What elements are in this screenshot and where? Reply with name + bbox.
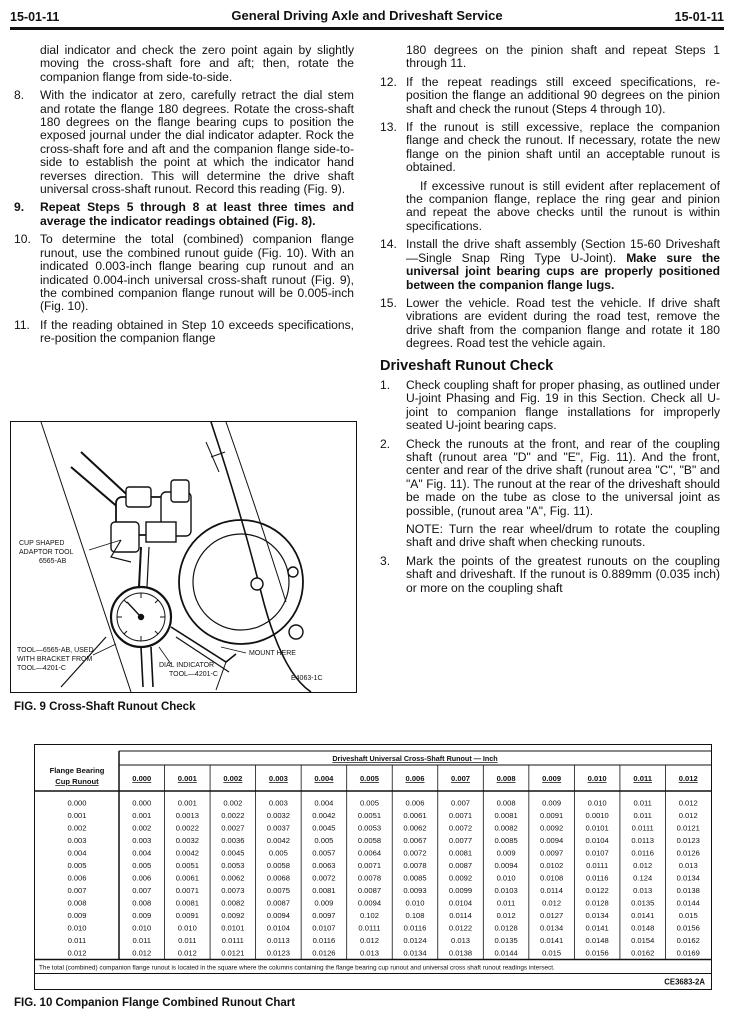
table-cell: 0.0051 [357,811,382,820]
table-cell: 0.012 [359,936,379,945]
table-cell: 0.0087 [357,886,382,895]
left-column [14,44,354,351]
table-cell: 0.009 [314,898,334,908]
table-cell: 0.011 [132,936,151,945]
table-cell: 0.0062 [403,823,427,833]
table-cell: 0.0093 [403,886,427,895]
step-number: 13. [380,120,397,135]
table-cell: 0.0081 [175,898,199,908]
table-cell: 0.0114 [540,886,563,895]
table-cell: 0.012 [678,798,698,808]
table-cell: 0.0156 [585,948,609,958]
table-cell: 0.0063 [312,861,336,870]
table-cell: 0.0078 [403,861,427,870]
step-text: To determine the total (combined) companion flange runout, use the combined runout guide (Fig. 10). With an indicated 0.003-inch flange bearing cup runout and an indicated 0.004-inch universal cross-shaft runout (Fig. 9), the combined companion flange runout will be 0.005-inch (Fig. 10). [40,232,354,314]
step-text: If the runout is still excessive, replace the companion flange and check the runout. If necessary, rotate the new flange on the pinion shaft until an acceptable runout is obtained. [406,120,720,175]
table-cell: 0.0124 [403,936,427,945]
fig9-label-dial-2: TOOL—4201-C [169,671,218,678]
step-number: 2. [380,436,391,451]
table-cell: 0.0097 [312,911,336,920]
table-cell: 0.0085 [403,873,427,883]
table-cell: 0.0113 [267,936,290,945]
table-cell: 0.0148 [585,936,609,945]
fig9-label-cup-1: CUP SHAPED [19,540,65,547]
table-cell: 0.0107 [312,923,336,933]
table-cell: 0.0092 [448,873,473,883]
table-row-label: 0.002 [67,823,87,833]
table-cell: 0.108 [405,911,425,920]
table-cell: 0.0127 [539,911,564,920]
table-cell: 0.0091 [539,811,564,820]
table-cell: 0.0141 [585,923,609,933]
table-cell: 0.005 [268,848,288,858]
table-cell: 0.0099 [448,886,473,895]
table-cell: 0.0071 [357,861,382,870]
table-row-label: 0.010 [67,923,87,933]
step-text: If the reading obtained in Step 10 exceeds specifications, re-position the companion flange [40,317,354,346]
table-cell: 0.0135 [494,936,518,945]
table-cell: 0.0101 [221,923,245,933]
table-cell: 0.0101 [585,823,609,833]
table-cell: 0.015 [542,948,562,958]
table-cell: 0.004 [314,798,334,808]
table-cell: 0.0072 [312,873,336,883]
step-text: If the repeat readings still exceed specifications, re-position the flange an additional 90 degrees on the pinion shaft and check the runout (Steps 4 through 10). [406,74,720,116]
table-cell: 0.0148 [631,923,655,933]
table-cell: 0.0073 [221,886,245,895]
table-cell: 0.002 [132,823,152,833]
table-cell: 0.0091 [175,911,199,920]
table-cell: 0.0111 [586,861,609,870]
table-cell: 0.008 [132,898,152,908]
table-cell: 0.0092 [539,823,564,833]
table-cell: 0.012 [496,911,516,920]
table-cell: 0.0126 [676,848,700,858]
table-cell: 0.0092 [221,911,245,920]
table-cell: 0.0113 [631,836,655,845]
table-cell: 0.0111 [358,923,381,933]
table-cell: 0.0126 [312,948,336,958]
table-cell: 0.006 [405,798,425,808]
table-cell: 0.004 [132,848,152,858]
table-row-header: Cup Runout [55,777,99,786]
runout-step-1 [380,379,720,433]
table-cell: 0.0122 [448,923,473,933]
fig9-label-tool-3: TOOL—4201-C [17,665,66,672]
table-footnote: The total (combined) companion flange runout is located in the square where the columns containing the flange bearing cup runout and universal cross shaft runout readings intersect. [39,964,555,972]
step-9 [14,201,354,228]
table-row-label: 0.008 [67,898,87,908]
right-column [380,44,720,600]
table-row-header: Flange Bearing [49,766,105,775]
table-cell: 0.008 [496,798,516,808]
page-title: General Driving Axle and Driveshaft Service [231,8,503,23]
table-row-label: 0.000 [67,798,87,808]
table-cell: 0.0162 [631,948,655,958]
step-text: Check coupling shaft for proper phasing, as outlined under U-joint Phasing and Fig. 19 in this Section. Check all U-joint to companion flange installations for improperly seated U-joint bearing caps. [406,377,720,433]
step-8 [14,89,354,196]
table-cell: 0.0097 [539,848,564,858]
step-number: 12. [380,74,397,89]
table-cell: 0.0135 [631,898,655,908]
table-cell: 0.0094 [539,836,564,845]
step-10 [14,233,354,313]
table-row-label: 0.005 [67,861,87,870]
runout-step-3 [380,555,720,595]
table-cell: 0.0141 [631,911,655,920]
table-cell: 0.012 [177,948,197,958]
table-cell: 0.0141 [539,936,564,945]
fig10-caption: FIG. 10 Companion Flange Combined Runout Chart [14,997,296,1009]
runout-table [35,745,711,989]
table-cell: 0.0045 [221,848,245,858]
table-cell: 0.0154 [631,936,655,945]
table-cell: 0.0123 [266,948,291,958]
table-cell: 0.0010 [585,811,609,820]
step-11 [14,319,354,346]
table-cell: 0.0068 [266,873,291,883]
table-cell: 0.0116 [631,848,655,858]
step-number: 9. [14,200,25,215]
table-cell: 0.0081 [312,886,336,895]
step-12 [380,76,720,116]
left-continuation: dial indicator and check the zero point again by slightly moving the cross-shaft fore and aft; then, rotate the companion flange from side-to-side. [40,43,354,84]
table-cell: 0.0082 [221,898,245,908]
table-cell: 0.0037 [266,823,291,833]
table-cell: 0.0042 [266,836,291,845]
table-cell: 0.0064 [357,848,382,858]
table-row-label: 0.001 [67,811,87,820]
fig9-label-tool-1: TOOL—6565-AB, USED [17,647,94,654]
table-column-header: 0.007 [451,774,471,783]
table-cell: 0.0104 [266,923,291,933]
step-14-text: Install the drive shaft assembly (Section 15-60 Driveshaft—Single Snap Ring Type U-Joint). [406,237,720,265]
table-cell: 0.0094 [357,898,382,908]
step-13 [380,121,720,175]
table-cell: 0.0156 [676,923,700,933]
table-cell: 0.013 [633,886,653,895]
table-cell: 0.0051 [175,861,199,870]
table-cell: 0.0111 [631,823,654,833]
table-cell: 0.0134 [403,948,427,958]
table-cell: 0.0162 [676,936,700,945]
table-cell: 0.0053 [357,823,382,833]
step-text: With the indicator at zero, carefully retract the dial stem and rotate the flange 180 degrees. Rotate the cross-shaft 180 degrees on the flange bearing cups to position the exposed journal under the dial indicator adapter. Rock the cross-shaft fore and aft and the companion flange side-to-side to establish the point at which the indicator hand reverses direction. This will determine the drive shaft universal cross-shaft runout. Record this reading (Fig. 9). [40,88,354,197]
table-row-label: 0.006 [67,873,87,883]
table-cell: 0.009 [132,911,152,920]
step-text: Check the runouts at the front, and rear of the coupling shaft (runout area "D" and "E", Fig. 11). And the front, center and rear of the drive shaft (runout area "C", "B" and "A" Fig. 11). The runout at the rear of the driveshaft should be made on the tube as close to the universal joint as possible, (runout area "A", Fig. 11). [406,436,720,518]
table-cell: 0.011 [633,811,652,820]
table-cell: 0.0045 [312,823,336,833]
step-text: Repeat Steps 5 through 8 at least three times and average the indicator readings obtained (Fig. 8). [40,200,354,228]
table-cell: 0.005 [359,798,379,808]
page-number-right: 15-01-11 [674,10,724,24]
table-cell: 0.012 [542,898,562,908]
fig9-label-cup-2: ADAPTOR TOOL [19,549,74,556]
table-cell: 0.0114 [449,911,472,920]
table-cell: 0.009 [542,798,562,808]
table-cell: 0.0134 [539,923,564,933]
table-cell: 0.0122 [585,886,609,895]
table-cell: 0.0116 [585,873,609,883]
table-column-header: 0.005 [359,774,379,783]
table-cell: 0.010 [496,873,516,883]
table-cell: 0.001 [132,811,152,820]
fig9-label-cup-3: 6565-AB [39,558,67,565]
right-continuation: 180 degrees on the pinion shaft and repeat Steps 1 through 11. [406,43,720,71]
table-cell: 0.0123 [676,836,700,845]
step-13-extra: If excessive runout is still evident after replacement of the companion flange, replace the ring gear and pinion and repeat the above checks until the runout is within specifications. [406,178,720,233]
table-cell: 0.007 [451,798,471,808]
table-cell: 0.0058 [357,836,382,845]
table-row-label: 0.004 [67,848,87,858]
table-row-label: 0.007 [67,886,87,895]
table-cell: 0.0058 [266,861,291,870]
step-15 [380,297,720,351]
table-cell: 0.010 [177,923,197,933]
table-cell: 0.0094 [494,861,518,870]
table-cell: 0.011 [178,936,197,945]
fig9-code: E4063-1C [291,675,323,682]
table-cell: 0.0022 [221,811,245,820]
table-cell: 0.0144 [494,948,518,958]
table-row-label: 0.003 [67,836,87,845]
table-cell: 0.0134 [585,911,609,920]
table-cell: 0.0078 [357,873,382,883]
table-cell: 0.012 [633,861,653,870]
step-number: 8. [14,88,25,103]
table-cell: 0.003 [268,798,288,808]
runout-step-2 [380,438,720,518]
step-number: 1. [380,377,391,392]
table-cell: 0.0082 [494,823,518,833]
step-number: 10. [14,232,31,247]
table-cell: 0.0027 [221,823,245,833]
table-cell: 0.013 [678,861,698,870]
table-cell: 0.0128 [585,898,609,908]
table-cell: 0.006 [132,873,152,883]
fig9-label-mount: MOUNT HERE [249,650,296,657]
table-cell: 0.013 [451,936,471,945]
table-cell: 0.015 [678,911,698,920]
table-super-header: Driveshaft Universal Cross-Shaft Runout — Inch [332,754,498,763]
table-cell: 0.0087 [448,861,473,870]
table-cell: 0.009 [496,848,516,858]
table-cell: 0.0116 [312,936,336,945]
table-column-header: 0.003 [268,774,288,783]
table-cell: 0.000 [132,798,152,808]
table-cell: 0.0042 [312,811,336,820]
table-cell: 0.0104 [448,898,473,908]
table-cell: 0.0144 [676,898,700,908]
table-row-label: 0.009 [67,911,87,920]
step-text: Lower the vehicle. Road test the vehicle. If drive shaft vibrations are evident during the road test, remove the drive shaft from the companion flange and rotate it 180 degrees. Road test the vehicle again. [406,295,720,351]
table-row-label: 0.012 [67,948,87,958]
table-cell: 0.0032 [266,811,291,820]
table-cell: 0.0104 [585,836,609,845]
table-cell: 0.0053 [221,861,245,870]
table-cell: 0.0032 [175,836,199,845]
step-14-emphasis: Make sure the universal joint bearing cups are properly positioned between the companion flange lugs. [406,250,720,292]
table-cell: 0.010 [405,898,425,908]
table-cell: 0.0081 [494,811,518,820]
step-14 [380,238,720,292]
table-cell: 0.0075 [266,886,291,895]
table-cell: 0.0107 [585,848,609,858]
fig9-label-dial-1: DIAL INDICATOR [159,662,215,669]
table-code: CE3683-2A [664,977,705,987]
table-column-header: 0.008 [496,774,516,783]
table-cell: 0.011 [496,898,516,908]
fig9-caption: FIG. 9 Cross-Shaft Runout Check [14,701,196,713]
table-cell: 0.0036 [221,836,245,845]
table-cell: 0.0057 [312,848,336,858]
table-cell: 0.010 [132,923,152,933]
table-cell: 0.0077 [448,836,473,845]
table-cell: 0.0102 [539,861,564,870]
table-cell: 0.0094 [266,911,291,920]
table-cell: 0.0169 [676,948,700,958]
table-cell: 0.0121 [676,823,700,833]
table-column-header: 0.011 [633,774,652,783]
table-column-header: 0.001 [177,774,197,783]
table-cell: 0.010 [587,798,607,808]
step-number: 14. [380,237,397,252]
step-text [406,238,720,292]
table-cell: 0.0081 [448,848,473,858]
table-cell: 0.0061 [403,811,427,820]
step-number: 15. [380,295,397,310]
table-cell: 0.001 [177,798,197,808]
table-cell: 0.0067 [403,836,427,845]
section-heading: Driveshaft Runout Check [380,357,554,374]
table-column-header: 0.009 [542,774,562,783]
step-text: Mark the points of the greatest runouts on the coupling shaft and driveshaft. If the runout is 0.889mm (0.035 inch) or more on the coupling shaft [406,553,720,595]
table-cell: 0.002 [223,798,243,808]
step-number: 11. [14,317,30,332]
table-cell: 0.0128 [494,923,518,933]
page-header [10,6,724,26]
table-cell: 0.124 [633,873,653,883]
table-cell: 0.0111 [221,936,244,945]
table-cell: 0.0071 [448,811,473,820]
table-column-header: 0.010 [587,774,607,783]
table-cell: 0.0071 [175,886,199,895]
table-column-header: 0.012 [678,774,698,783]
table-cell: 0.0072 [403,848,427,858]
page-number-left: 15-01-11 [10,10,60,24]
table-cell: 0.0116 [403,923,427,933]
header-rule [10,27,724,30]
table-cell: 0.012 [132,948,152,958]
fig10-runout-chart [34,744,712,990]
cross-shaft-runout-drawing [11,422,356,692]
note: NOTE: Turn the rear wheel/drum to rotate the coupling shaft and drive shaft when checking runouts. [406,522,720,550]
fig9-illustration [10,421,357,693]
step-number: 3. [380,553,391,568]
table-cell: 0.0121 [221,948,245,958]
table-column-header: 0.000 [132,774,152,783]
table-cell: 0.007 [132,886,152,895]
table-cell: 0.0042 [175,848,199,858]
table-cell: 0.102 [359,911,379,920]
table-cell: 0.0108 [539,873,564,883]
table-cell: 0.0087 [266,898,291,908]
table-cell: 0.0134 [676,873,700,883]
table-row-label: 0.011 [67,936,87,945]
table-cell: 0.013 [359,948,379,958]
table-cell: 0.005 [314,836,334,845]
fig9-label-tool-2: WITH BRACKET FROM [17,656,93,663]
table-cell: 0.012 [678,811,698,820]
table-cell: 0.0103 [494,886,518,895]
table-cell: 0.0072 [448,823,473,833]
table-column-header: 0.002 [223,774,243,783]
table-cell: 0.0138 [676,886,700,895]
table-cell: 0.011 [633,798,652,808]
table-column-header: 0.004 [314,774,334,783]
table-cell: 0.005 [132,861,152,870]
table-cell: 0.0138 [448,948,473,958]
table-column-header: 0.006 [405,774,425,783]
table-cell: 0.0085 [494,836,518,845]
table-cell: 0.0022 [175,823,199,833]
table-cell: 0.0062 [221,873,245,883]
table-cell: 0.0013 [175,811,199,820]
table-cell: 0.0061 [175,873,199,883]
table-cell: 0.003 [132,836,152,845]
